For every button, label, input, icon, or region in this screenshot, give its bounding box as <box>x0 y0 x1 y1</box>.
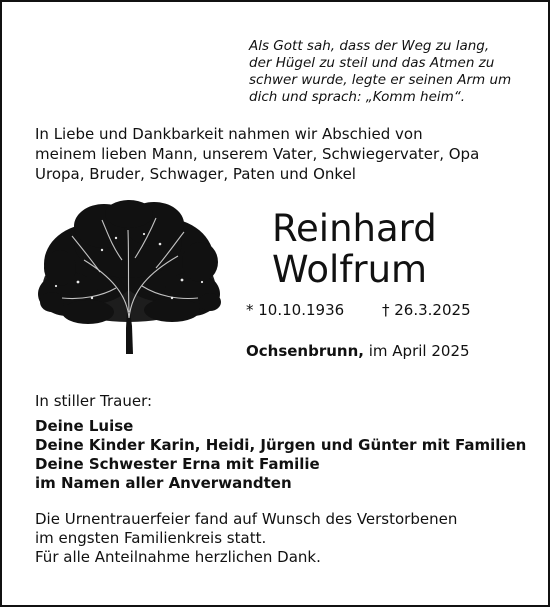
mourner-name: Deine Kinder Karin, Heidi, Jürgen und Günter mit Familien <box>35 436 527 454</box>
closing-text <box>35 510 540 567</box>
place-and-date <box>246 341 470 361</box>
place-name: Ochsenbrunn, <box>246 342 364 360</box>
intro-line: In Liebe und Dankbarkeit nahmen wir Abschied von <box>35 125 423 143</box>
mourning-heading: In stiller Trauer: <box>35 392 153 410</box>
closing-line: Die Urnentrauerfeier fand auf Wunsch des Verstorbenen <box>35 510 458 528</box>
tree-silhouette-icon <box>32 198 224 354</box>
mourners-block <box>35 392 540 493</box>
mourner-name: Deine Schwester Erna mit Familie <box>35 455 320 473</box>
deceased-last-name: Wolfrum <box>272 248 428 291</box>
mourner-name: im Namen aller Anverwandten <box>35 474 292 492</box>
notice-date: im April 2025 <box>363 342 470 360</box>
poem-line: Als Gott sah, dass der Weg zu lang, <box>249 38 490 54</box>
poem-quote <box>249 38 544 106</box>
poem-line: der Hügel zu steil und das Atmen zu <box>249 55 495 71</box>
intro-line: meinem lieben Mann, unserem Vater, Schwiegervater, Opa <box>35 145 480 163</box>
death-date: † 26.3.2025 <box>382 301 471 319</box>
intro-line: Uropa, Bruder, Schwager, Paten und Onkel <box>35 165 356 183</box>
birth-date: * 10.10.1936 <box>246 301 345 319</box>
deceased-first-name: Reinhard <box>272 207 437 250</box>
mourner-name: Deine Luise <box>35 417 134 435</box>
life-dates <box>246 300 536 320</box>
closing-line: im engsten Familienkreis statt. <box>35 529 267 547</box>
deceased-name <box>272 208 437 290</box>
poem-line: dich und sprach: „Komm heim“. <box>249 89 466 105</box>
closing-line: Für alle Anteilnahme herzlichen Dank. <box>35 548 321 566</box>
poem-line: schwer wurde, legte er seinen Arm um <box>249 72 512 88</box>
farewell-intro <box>35 124 540 184</box>
